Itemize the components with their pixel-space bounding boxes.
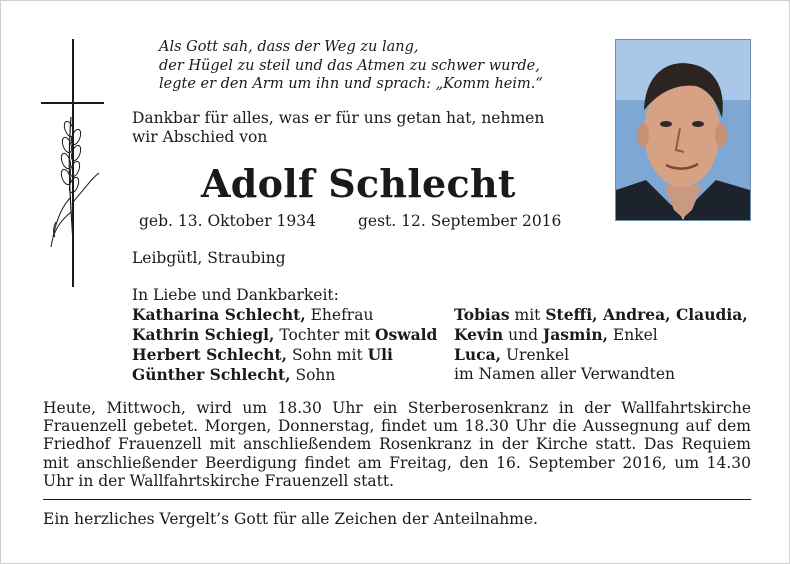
- mourner-line: Katharina Schlecht, Ehefrau: [132, 305, 374, 324]
- poem-line: Als Gott sah, dass der Weg zu lang,: [159, 39, 419, 55]
- portrait-photo: [615, 39, 751, 221]
- thanks-text: Ein herzliches Vergelt’s Gott für alle Zeichen der Anteilnahme.: [43, 510, 538, 528]
- poem: [159, 38, 543, 94]
- poem-line: legte er den Arm um ihn und sprach: „Komm heim.“: [159, 76, 543, 92]
- mourner-line: Tobias mit Steffi, Andrea, Claudia,: [454, 305, 748, 324]
- mourners-heading: In Liebe und Dankbarkeit:: [132, 286, 339, 304]
- mourner-line: Kathrin Schiegl, Tochter mit Oswald: [132, 325, 438, 344]
- announcement-text: Heute, Mittwoch, wird um 18.30 Uhr ein Sterberosenkranz in der Wallfahrtskirche Frauenzell gebetet. Morgen, Donnerstag, findet um 18.30 Uhr die Aussegnung auf dem Friedhof Frauenzell mit anschließendem Rosenkranz in der Kirche statt. Das Requiem mit anschließender Beerdigung findet am Freitag, den 16. September 2016, um 14.30 Uhr in der Wallfahrtskirche Frauenzell statt.: [43, 399, 751, 490]
- birth-date: geb. 13. Oktober 1934: [139, 212, 316, 230]
- deceased-name: Adolf Schlecht: [201, 161, 516, 206]
- death-date: gest. 12. September 2016: [358, 212, 562, 230]
- cross-with-wheat-icon: [31, 37, 121, 292]
- intro-text: [132, 109, 544, 147]
- mourners-right: [454, 305, 748, 384]
- mourner-line: Luca, Urenkel: [454, 345, 570, 364]
- poem-line: der Hügel zu steil und das Atmen zu schwer wurde,: [159, 57, 540, 74]
- intro-line: Dankbar für alles, was er für uns getan hat, nehmen: [132, 109, 545, 127]
- mourner-line: Günther Schlecht, Sohn: [132, 365, 336, 384]
- mourner-line: im Namen aller Verwandten: [454, 365, 675, 383]
- mourner-line: Herbert Schlecht, Sohn mit Uli: [132, 345, 393, 364]
- residence: Leibgütl, Straubing: [132, 249, 286, 267]
- mourner-line: Kevin und Jasmin, Enkel: [454, 325, 658, 344]
- intro-line: wir Abschied von: [132, 128, 268, 146]
- divider: [43, 499, 751, 500]
- mourners-left: [132, 286, 437, 385]
